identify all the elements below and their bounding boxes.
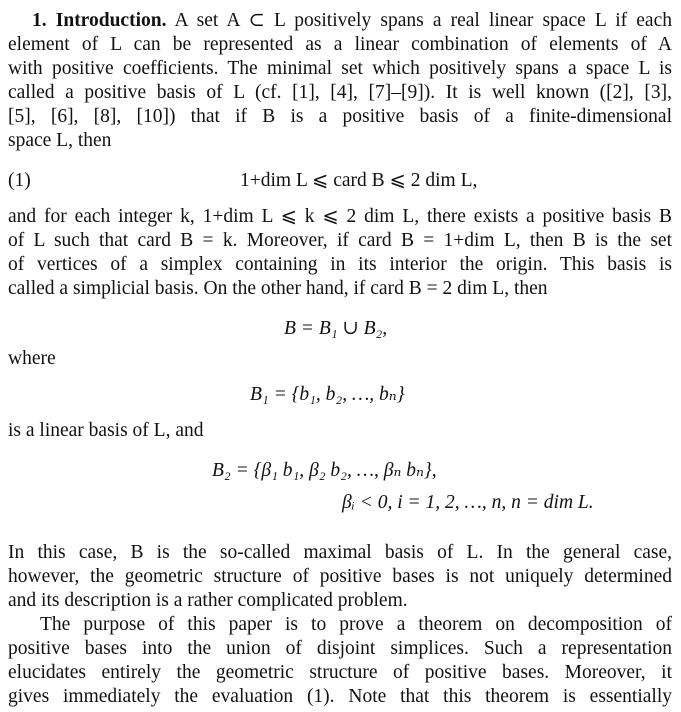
equation-4-line-1: B₂ = {β₁ b₁, β₂ b₂, …, βₙ bₙ}, (212, 460, 437, 481)
linear-basis-text: is a linear basis of L, and (8, 420, 204, 441)
para1-line-5: [5], [6], [8], [10]) that if B is a positive basis of a finite-dimensional (8, 106, 672, 127)
para4-line-4: gives immediately the evaluation (1). Note that this theorem is essentially (8, 686, 672, 707)
equation-1-label: (1) (8, 170, 31, 191)
para2-line-4: called a simplicial basis. On the other hand, if card B = 2 dim L, then (8, 278, 548, 299)
para2-line-2: of L such that card B = k. Moreover, if card B = 1+dim L, then B is the set (8, 230, 672, 251)
equation-1: 1+dim L ⩽ card B ⩽ 2 dim L, (240, 170, 478, 191)
para3-line-3: and its description is a rather complicated problem. (8, 590, 408, 611)
para4-line-2: positive bases into the union of disjoint simplices. Such a representation (8, 638, 672, 659)
where-text: where (8, 348, 56, 369)
para3-line-2: however, the geometric structure of positive bases is not uniquely determined (8, 566, 672, 587)
para1-line-1: 1. Introduction. A set A ⊂ L positively spans a real linear space L if each (32, 10, 672, 31)
para1-line-2: element of L can be represented as a linear combination of elements of A (8, 34, 672, 55)
para4-line-1: The purpose of this paper is to prove a theorem on decomposition of (40, 614, 672, 635)
equation-2: B = B₁ ∪ B₂, (284, 318, 388, 339)
equation-3: B₁ = {b₁, b₂, …, bₙ} (250, 384, 405, 405)
para4-line-3: elucidates entirely the geometric structure of positive bases. Moreover, it (8, 662, 672, 683)
para2-line-1: and for each integer k, 1+dim L ⩽ k ⩽ 2 dim L, there exists a positive basis B (8, 206, 672, 227)
para3-line-1: In this case, B is the so-called maximal basis of L. In the general case, (8, 542, 672, 563)
equation-4-line-2: βᵢ < 0, i = 1, 2, …, n, n = dim L. (342, 492, 594, 513)
para2-line-3: of vertices of a simplex containing in its interior the origin. This basis is (8, 254, 672, 275)
para1-line-3: with positive coefficients. The minimal set which positively spans a space L is (8, 58, 672, 79)
para1-line-6: space L, then (8, 130, 112, 151)
para1-line-4: called a positive basis of L (cf. [1], [4], [7]–[9]). It is well known ([2], [3], (8, 82, 672, 103)
section-heading: 1. Introduction. (32, 10, 167, 31)
